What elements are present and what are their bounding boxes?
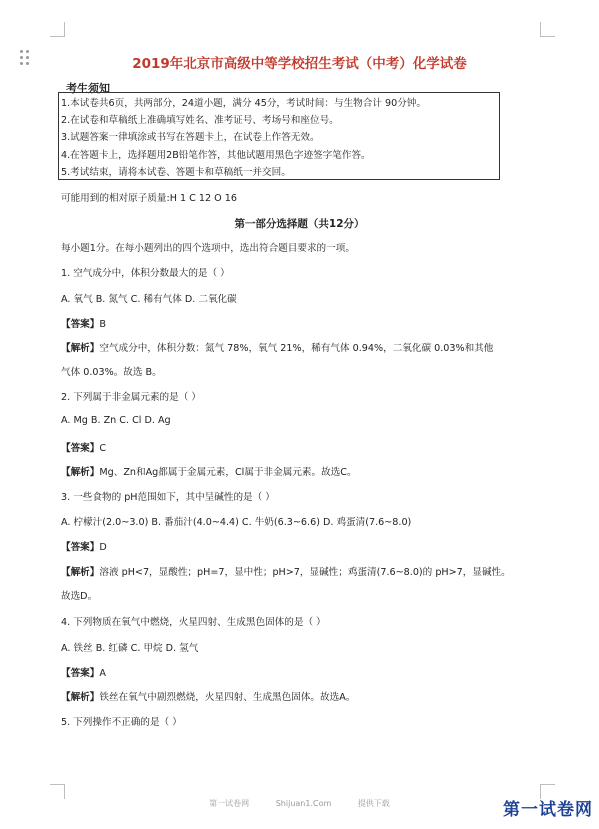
atomic-mass-line: 可能用到的相对原子质量:H 1 C 12 O 16: [61, 193, 237, 204]
instruction: 每小题1分。在每小题列出的四个选项中，选出符合题目要求的一项。: [61, 243, 355, 254]
question-answer: 【答案】D: [61, 542, 107, 553]
question-analysis: 故选D。: [61, 591, 98, 602]
notice-item: 5.考试结束，请将本试卷、答题卡和草稿纸一并交回。: [61, 166, 291, 178]
page-corner-bottom-left: [50, 784, 65, 799]
answer-tag: 【答案】: [61, 668, 100, 679]
notice-item: 4.在答题卡上，选择题用2B铅笔作答，其他试题用黑色字迹签字笔作答。: [61, 149, 371, 161]
question-stem: 4. 下列物质在氧气中燃烧，火星四射、生成黑色固体的是（ ）: [61, 617, 326, 628]
question-analysis: 【解析】溶液 pH<7，显酸性；pH=7，显中性；pH>7，显碱性；鸡蛋清(7.6~8.0)的 pH>7，显碱性。: [61, 567, 511, 578]
page-title: 2019年北京市高级中等学校招生考试（中考）化学试卷: [132, 56, 467, 72]
question-answer: 【答案】B: [61, 319, 106, 330]
answer-tag: 【解析】: [61, 692, 100, 703]
page-corner-top-left: [50, 22, 65, 37]
answer-tag: 【解析】: [61, 567, 100, 578]
question-stem: 3. 一些食物的 pH范围如下，其中呈碱性的是（ ）: [61, 492, 275, 503]
question-options: A. 氧气 B. 氮气 C. 稀有气体 D. 二氧化碳: [61, 294, 237, 305]
site-logo: 第一试卷网: [503, 800, 593, 820]
notice-item: 3.试题答案一律填涂或书写在答题卡上，在试卷上作答无效。: [61, 132, 320, 144]
question-stem: 2. 下列属于非金属元素的是（ ）: [61, 392, 201, 403]
answer-tag: 【答案】: [61, 542, 100, 553]
question-options: A. 铁丝 B. 红磷 C. 甲烷 D. 氢气: [61, 643, 199, 654]
question-stem: 1. 空气成分中，体积分数最大的是（ ）: [61, 268, 230, 279]
question-stem: 5. 下列操作不正确的是（ ）: [61, 717, 182, 728]
answer-tag: 【答案】: [61, 443, 100, 454]
answer-tag: 【解析】: [61, 343, 100, 354]
footer-right: 提供下载: [357, 799, 390, 808]
question-analysis: 【解析】铁丝在氧气中剧烈燃烧，火星四射、生成黑色固体。故选A。: [61, 692, 356, 703]
answer-tag: 【答案】: [61, 319, 100, 330]
notice-item: 1.本试卷共6页，共两部分，24道小题，满分 45分，考试时间：与生物合计 90分钟。: [61, 98, 426, 109]
footer-left: 第一试卷网: [209, 799, 250, 808]
answer-tag: 【解析】: [61, 467, 100, 478]
question-answer: 【答案】A: [61, 668, 106, 679]
question-analysis: 【解析】空气成分中，体积分数：氮气 78%，氧气 21%，稀有气体 0.94%，二氧化碳 0.03%和其他: [61, 343, 494, 354]
section-title: 第一部分选择题（共12分）: [234, 218, 365, 230]
question-analysis: 【解析】Mg、Zn和Ag都属于金属元素，Cl属于非金属元素。故选C。: [61, 467, 357, 478]
question-analysis: 气体 0.03%。故选 B。: [61, 367, 162, 378]
question-options: A. Mg B. Zn C. Cl D. Ag: [61, 415, 171, 426]
notice-box: [58, 92, 500, 180]
question-answer: 【答案】C: [61, 443, 107, 454]
page-corner-top-right: [540, 22, 555, 37]
notice-heading: 考生须知: [66, 82, 110, 95]
notice-item: 2.在试卷和草稿纸上准确填写姓名、准考证号、考场号和座位号。: [61, 115, 339, 127]
footer-link[interactable]: Shijuan1.Com: [275, 799, 332, 808]
question-options: A. 柠檬汁(2.0~3.0) B. 番茄汁(4.0~4.4) C. 牛奶(6.3~6.6) D. 鸡蛋清(7.6~8.0): [61, 517, 412, 528]
